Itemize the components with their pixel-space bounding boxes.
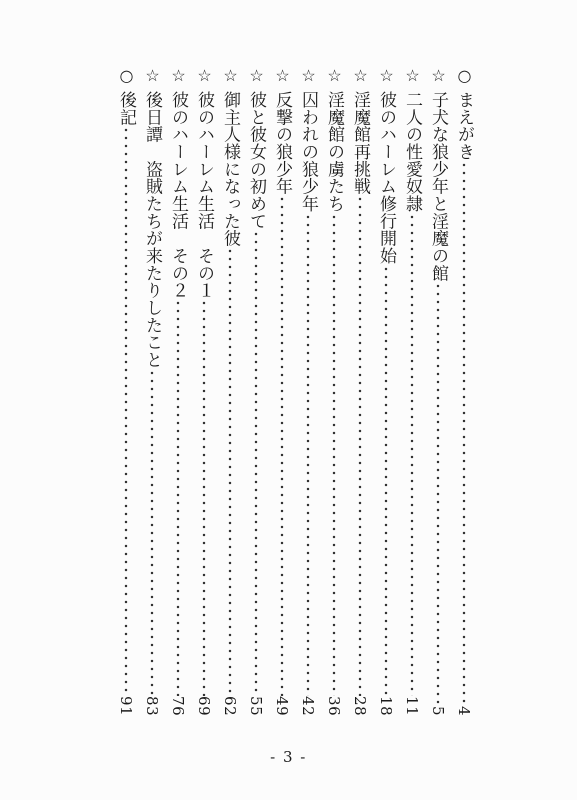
- toc-entry-page: 5: [429, 705, 447, 716]
- toc-entry-title: まえがき: [454, 91, 474, 161]
- toc-entry-page: 55: [247, 695, 265, 716]
- dot-leader: [323, 213, 345, 696]
- toc-entry: [373, 66, 399, 716]
- toc-entry-page: 91: [117, 695, 135, 716]
- toc-entry: [321, 66, 347, 716]
- dot-leader: [401, 213, 423, 696]
- star-icon: ☆: [221, 66, 240, 86]
- dot-leader: [245, 230, 267, 696]
- toc-entry: [191, 66, 217, 716]
- toc-entry-title: 後記: [116, 91, 136, 127]
- dot-leader: [453, 161, 475, 706]
- star-icon: ☆: [143, 66, 162, 86]
- star-icon: ☆: [195, 66, 214, 86]
- toc-entry-page: 83: [143, 695, 161, 716]
- star-icon: ☆: [273, 66, 292, 86]
- dot-leader: [297, 213, 319, 696]
- star-icon: ☆: [325, 66, 344, 86]
- page-number: - 3 -: [270, 748, 307, 766]
- toc-entry: [165, 66, 191, 716]
- toc-entry-title: 子犬な狼少年と淫魔の館: [428, 91, 448, 283]
- toc-entry-title: 二人の性愛奴隷: [402, 91, 422, 213]
- toc-entry-page: 28: [351, 695, 369, 716]
- toc-entry-page: 76: [169, 695, 187, 716]
- toc-entry: [269, 66, 295, 716]
- circle-icon: ○: [455, 66, 474, 86]
- star-icon: ☆: [299, 66, 318, 86]
- dot-leader: [219, 247, 241, 695]
- toc-entry: [139, 66, 165, 716]
- star-icon: ☆: [169, 66, 188, 86]
- toc-entry-title: 後日譚 盗賊たちが来たりしたこと: [142, 91, 162, 369]
- toc-entry: [243, 66, 269, 716]
- toc-entry-title: 囚われの狼少年: [298, 91, 318, 213]
- toc-entry-page: 36: [325, 695, 343, 716]
- dot-leader: [375, 265, 397, 696]
- toc-entry-page: 42: [299, 695, 317, 716]
- toc-entry: [217, 66, 243, 716]
- dot-leader: [167, 299, 189, 695]
- toc-entry-page: 11: [403, 695, 421, 716]
- toc-entry-title: 淫魔館の虜たち: [324, 91, 344, 213]
- toc-entry-title: 御主人様になった彼: [220, 91, 240, 248]
- star-icon: ☆: [377, 66, 396, 86]
- toc-entry-title: 彼と彼女の初めて: [246, 91, 266, 231]
- toc-entry-page: 4: [455, 705, 473, 716]
- toc-entry-title: 反撃の狼少年: [272, 91, 292, 196]
- toc-entry-preface: [451, 66, 477, 716]
- toc-entry: [347, 66, 373, 716]
- toc-entry-title: 彼のハーレム生活 その１: [194, 91, 214, 300]
- star-icon: ☆: [403, 66, 422, 86]
- toc-entry-title: 彼のハーレム修行開始: [376, 91, 396, 265]
- dot-leader: [141, 369, 163, 696]
- toc-entry: [399, 66, 425, 716]
- toc-entry-page: 18: [377, 695, 395, 716]
- star-icon: ☆: [429, 66, 448, 86]
- toc-entry: [295, 66, 321, 716]
- toc-entry-title: 彼のハーレム生活 その２: [168, 91, 188, 300]
- toc-entry-page: 49: [273, 695, 291, 716]
- toc-entry-title: 淫魔館再挑戦: [350, 91, 370, 196]
- dot-leader: [349, 195, 371, 695]
- toc-entry-afterword: [113, 66, 139, 716]
- star-icon: ☆: [247, 66, 266, 86]
- dot-leader: [271, 195, 293, 695]
- circle-icon: ○: [117, 66, 136, 86]
- dot-leader: [115, 126, 137, 696]
- toc-entry: [425, 66, 451, 716]
- toc-entry-page: 62: [221, 695, 239, 716]
- star-icon: ☆: [351, 66, 370, 86]
- toc-entry-page: 69: [195, 695, 213, 716]
- dot-leader: [427, 282, 449, 706]
- table-of-contents: [113, 66, 477, 716]
- dot-leader: [193, 299, 215, 695]
